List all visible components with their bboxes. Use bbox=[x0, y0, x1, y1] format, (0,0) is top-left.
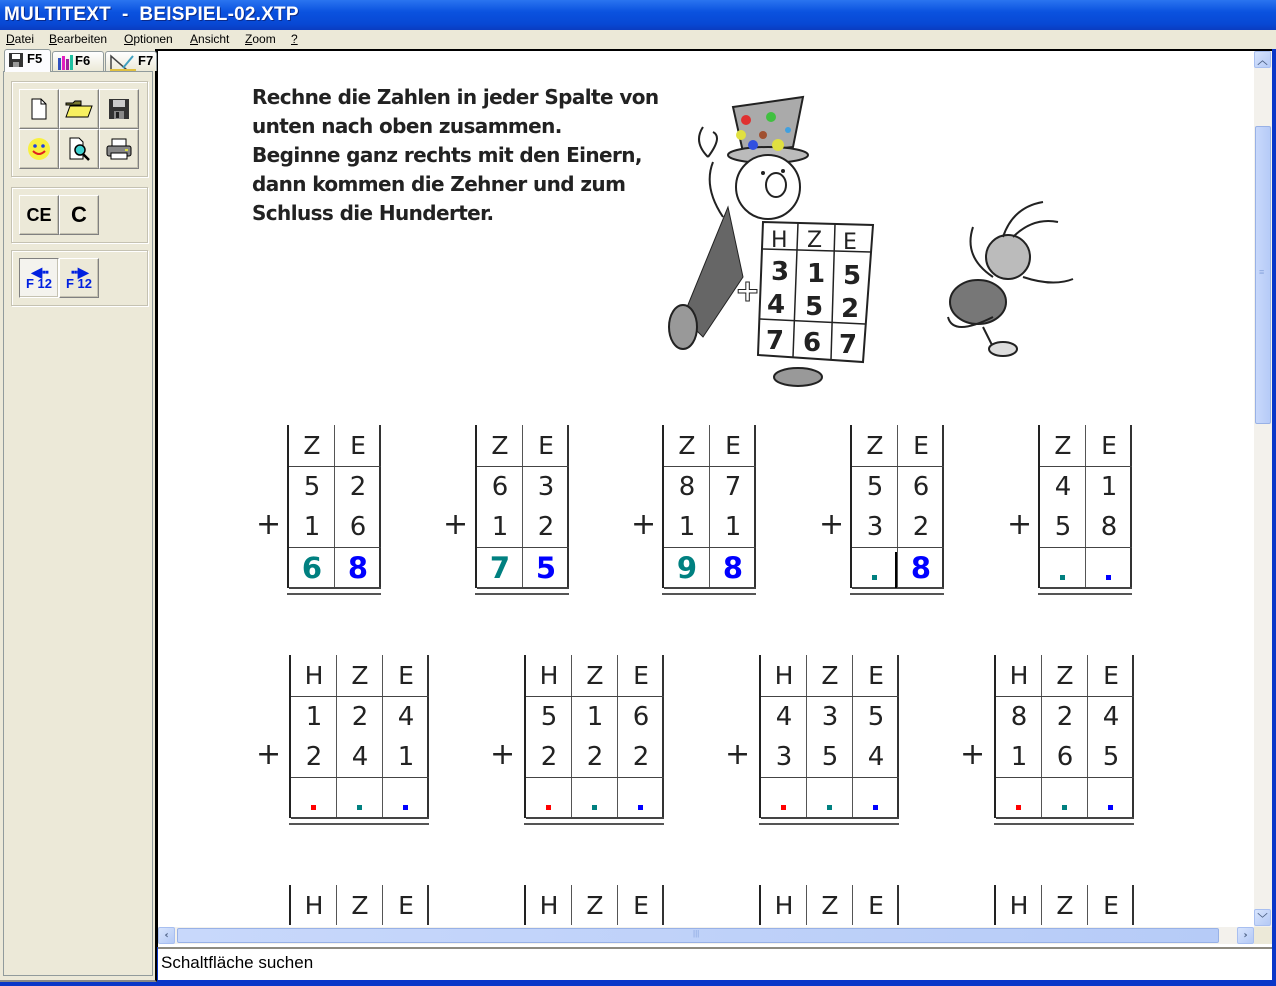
clear-button-group bbox=[11, 187, 148, 243]
column-header: Z bbox=[678, 431, 696, 460]
smiley-icon bbox=[27, 137, 51, 161]
scroll-up-button[interactable] bbox=[1254, 51, 1271, 68]
addend-digit: 2 bbox=[912, 512, 930, 542]
addend-digit: 2 bbox=[305, 742, 323, 772]
column-header: H bbox=[1009, 661, 1029, 690]
addend-digit: 3 bbox=[866, 512, 884, 542]
column-header: E bbox=[538, 431, 554, 460]
addition-grid bbox=[850, 425, 944, 588]
svg-text:+: + bbox=[735, 274, 761, 309]
empty-field-marker bbox=[357, 805, 362, 810]
column-header: E bbox=[868, 661, 884, 690]
addend-digit: 2 bbox=[632, 742, 650, 772]
addend-digit: 8 bbox=[1010, 702, 1028, 732]
column-header: Z bbox=[821, 661, 839, 690]
svg-text:1: 1 bbox=[807, 259, 826, 289]
sum-input-hundreds[interactable] bbox=[291, 778, 337, 817]
addend-digit: 5 bbox=[867, 702, 885, 732]
bottom-border bbox=[1040, 587, 1132, 589]
empty-field-marker bbox=[592, 805, 597, 810]
result-underline bbox=[759, 823, 899, 825]
result-underline bbox=[850, 593, 944, 595]
empty-field-marker bbox=[1108, 805, 1113, 810]
addition-grid bbox=[1038, 425, 1132, 588]
horizontal-scrollbar[interactable] bbox=[158, 927, 1254, 944]
empty-field-marker bbox=[1016, 805, 1021, 810]
mascot-with-addition-sign-icon bbox=[663, 87, 1103, 387]
sum-input-ones[interactable]: 8 bbox=[910, 550, 932, 585]
svg-text:7: 7 bbox=[839, 330, 858, 360]
result-underline bbox=[994, 823, 1134, 825]
addend-digit: 6 bbox=[632, 702, 650, 732]
svg-text:2: 2 bbox=[841, 294, 860, 324]
file-button-group bbox=[11, 81, 148, 177]
status-text: Schaltfläche suchen bbox=[161, 953, 314, 972]
addend-digit: 1 bbox=[491, 512, 509, 542]
plus-sign: + bbox=[1007, 507, 1033, 542]
column-header: Z bbox=[586, 661, 604, 690]
sum-input-hundreds[interactable] bbox=[996, 778, 1042, 817]
result-underline bbox=[289, 823, 429, 825]
sum-input-tens[interactable] bbox=[1040, 548, 1086, 587]
column-header: E bbox=[913, 431, 929, 460]
smiley-button[interactable] bbox=[19, 129, 59, 169]
column-header: E bbox=[1103, 661, 1119, 690]
addend-digit: 7 bbox=[724, 472, 742, 502]
addition-grid bbox=[475, 425, 569, 588]
horizontal-scroll-thumb[interactable] bbox=[177, 928, 1219, 943]
addition-grid bbox=[994, 655, 1134, 818]
arrow-right-icon: ┅▶ bbox=[71, 264, 87, 280]
sum-input-hundreds[interactable] bbox=[526, 778, 572, 817]
next-field-button[interactable]: ┅▶ F 12 bbox=[59, 258, 99, 298]
result-underline bbox=[662, 593, 756, 595]
svg-text:3: 3 bbox=[771, 257, 790, 287]
addition-grid bbox=[524, 655, 664, 818]
menu-bar bbox=[0, 30, 1276, 49]
column-header: E bbox=[398, 891, 414, 920]
addend-digit: 5 bbox=[821, 742, 839, 772]
sum-input-ones[interactable] bbox=[853, 778, 899, 817]
addition-grid bbox=[759, 885, 899, 925]
addend-digit: 2 bbox=[349, 472, 367, 502]
sum-input-tens[interactable]: 7 bbox=[489, 550, 511, 585]
sum-input-ones[interactable] bbox=[383, 778, 429, 817]
tab-f5[interactable]: F5 bbox=[4, 49, 51, 72]
window-title: MULTITEXT - BEISPIEL-02.XTP bbox=[4, 4, 299, 25]
previous-field-button[interactable]: ◀┅ F 12 bbox=[19, 258, 59, 298]
chevron-right-icon: › bbox=[1243, 930, 1248, 941]
addend-digit: 5 bbox=[303, 472, 321, 502]
navigation-button-group bbox=[11, 250, 148, 306]
svg-text:5: 5 bbox=[843, 261, 862, 291]
column-header: Z bbox=[351, 661, 369, 690]
empty-field-marker bbox=[311, 805, 316, 810]
addend-digit: 4 bbox=[397, 702, 415, 732]
column-header: E bbox=[398, 661, 414, 690]
column-header: E bbox=[633, 891, 649, 920]
sum-input-ones[interactable]: 5 bbox=[535, 550, 557, 585]
menu-help[interactable]: ? bbox=[291, 32, 298, 46]
empty-field-marker bbox=[827, 805, 832, 810]
svg-text:E: E bbox=[843, 230, 857, 255]
column-header: Z bbox=[491, 431, 509, 460]
result-underline bbox=[287, 593, 381, 595]
result-underline bbox=[524, 823, 664, 825]
column-header: H bbox=[539, 891, 559, 920]
addend-digit: 2 bbox=[351, 702, 369, 732]
column-header: E bbox=[1101, 431, 1117, 460]
result-underline bbox=[475, 593, 569, 595]
addend-digit: 8 bbox=[1100, 512, 1118, 542]
empty-field-marker bbox=[403, 805, 408, 810]
new-button[interactable] bbox=[19, 89, 59, 129]
scroll-left-button[interactable] bbox=[158, 927, 175, 944]
column-header: H bbox=[539, 661, 559, 690]
plus-sign: + bbox=[490, 737, 516, 772]
tab-f6[interactable]: F6 bbox=[52, 51, 104, 71]
column-header: H bbox=[1009, 891, 1029, 920]
column-header: E bbox=[868, 891, 884, 920]
sum-input-ones[interactable] bbox=[1088, 778, 1134, 817]
scroll-right-button[interactable] bbox=[1237, 927, 1254, 944]
addend-digit: 1 bbox=[1100, 472, 1118, 502]
plus-sign: + bbox=[256, 737, 282, 772]
bottom-border bbox=[761, 817, 899, 819]
empty-field-marker bbox=[1062, 805, 1067, 810]
empty-field-marker bbox=[1106, 575, 1111, 580]
addend-digit: 1 bbox=[586, 702, 604, 732]
menu-datei[interactable]: Datei bbox=[6, 32, 35, 46]
bottom-border bbox=[852, 587, 944, 589]
addend-digit: 4 bbox=[775, 702, 793, 732]
open-button[interactable] bbox=[59, 89, 99, 129]
addend-digit: 4 bbox=[1102, 702, 1120, 732]
addend-digit: 1 bbox=[303, 512, 321, 542]
chevron-left-icon: ‹ bbox=[164, 930, 169, 941]
bottom-border bbox=[477, 587, 569, 589]
column-header: E bbox=[350, 431, 366, 460]
column-header: H bbox=[304, 661, 324, 690]
addition-grid bbox=[524, 885, 664, 925]
column-header: Z bbox=[586, 891, 604, 920]
set-square-icon bbox=[109, 54, 137, 72]
addend-digit: 6 bbox=[1056, 742, 1074, 772]
addition-grid bbox=[994, 885, 1134, 925]
addend-digit: 5 bbox=[540, 702, 558, 732]
clear-button[interactable]: C bbox=[59, 195, 99, 235]
empty-field-marker bbox=[781, 805, 786, 810]
chevron-down-icon: ﹀ bbox=[1257, 914, 1268, 925]
printer-icon bbox=[106, 138, 132, 160]
column-header: E bbox=[725, 431, 741, 460]
column-header: H bbox=[774, 891, 794, 920]
sum-input-tens[interactable] bbox=[852, 548, 898, 587]
column-header: Z bbox=[303, 431, 321, 460]
bottom-border bbox=[289, 587, 381, 589]
column-header: Z bbox=[821, 891, 839, 920]
empty-field-marker bbox=[546, 805, 551, 810]
addition-grid bbox=[287, 425, 381, 588]
plus-sign: + bbox=[960, 737, 986, 772]
plus-sign: + bbox=[443, 507, 469, 542]
column-header: Z bbox=[1056, 891, 1074, 920]
sum-input-tens[interactable]: 6 bbox=[301, 550, 323, 585]
sum-input-ones[interactable] bbox=[1086, 548, 1132, 587]
addend-digit: 2 bbox=[586, 742, 604, 772]
addend-digit: 6 bbox=[491, 472, 509, 502]
svg-text:H: H bbox=[771, 228, 788, 253]
plus-sign: + bbox=[725, 737, 751, 772]
addend-digit: 2 bbox=[537, 512, 555, 542]
chevron-up-icon: ︿ bbox=[1257, 56, 1268, 67]
addend-digit: 1 bbox=[678, 512, 696, 542]
vertical-scrollbar[interactable] bbox=[1254, 51, 1272, 927]
tab-f7[interactable]: F7 bbox=[105, 51, 157, 71]
addend-digit: 6 bbox=[349, 512, 367, 542]
plus-sign: + bbox=[256, 507, 282, 542]
sum-input-ones[interactable]: 8 bbox=[722, 550, 744, 585]
addend-digit: 1 bbox=[1010, 742, 1028, 772]
sum-input-hundreds[interactable] bbox=[761, 778, 807, 817]
floppy-disk-icon bbox=[8, 52, 24, 68]
status-bar bbox=[158, 947, 1272, 980]
addend-digit: 6 bbox=[912, 472, 930, 502]
addend-digit: 4 bbox=[351, 742, 369, 772]
sum-input-ones[interactable]: 8 bbox=[347, 550, 369, 585]
result-underline bbox=[1038, 593, 1132, 595]
empty-field-marker bbox=[873, 805, 878, 810]
addend-digit: 3 bbox=[537, 472, 555, 502]
sum-input-tens[interactable] bbox=[1042, 778, 1088, 817]
sum-input-tens[interactable] bbox=[337, 778, 383, 817]
empty-field-marker bbox=[872, 575, 877, 580]
new-document-icon bbox=[30, 98, 48, 120]
sum-input-tens[interactable] bbox=[572, 778, 618, 817]
clear-entry-button[interactable]: CE bbox=[19, 195, 59, 235]
bottom-border bbox=[996, 817, 1134, 819]
scroll-down-button[interactable] bbox=[1254, 909, 1271, 926]
column-header: H bbox=[304, 891, 324, 920]
print-preview-button[interactable] bbox=[59, 129, 99, 169]
arrow-left-icon: ◀┅ bbox=[31, 264, 47, 280]
title-bar bbox=[0, 0, 1276, 30]
addend-digit: 5 bbox=[1102, 742, 1120, 772]
document-canvas[interactable] bbox=[157, 49, 1272, 947]
column-header: Z bbox=[1056, 661, 1074, 690]
addend-digit: 1 bbox=[724, 512, 742, 542]
bottom-border bbox=[291, 817, 429, 819]
pens-icon bbox=[56, 54, 76, 70]
plus-sign: + bbox=[819, 507, 845, 542]
svg-text:7: 7 bbox=[766, 326, 785, 356]
column-header: E bbox=[633, 661, 649, 690]
addition-grid bbox=[662, 425, 756, 588]
column-header: E bbox=[1103, 891, 1119, 920]
bottom-border bbox=[526, 817, 664, 819]
grip-icon: ||| bbox=[693, 929, 700, 938]
addition-grid bbox=[289, 885, 429, 925]
save-button[interactable] bbox=[99, 89, 139, 129]
instruction-text: Rechne die Zahlen in jeder Spalte von unten nach oben zusammen. Beginne ganz rechts mit den Einern, dann kommen die Zehner und zum Schluss die Hunderter. bbox=[252, 85, 659, 225]
addend-digit: 3 bbox=[775, 742, 793, 772]
addition-grid bbox=[759, 655, 899, 818]
addition-grid bbox=[289, 655, 429, 818]
scrollbar-corner bbox=[1254, 927, 1272, 944]
menu-bearbeiten[interactable]: Bearbeiten bbox=[49, 32, 108, 46]
addend-digit: 8 bbox=[678, 472, 696, 502]
addend-digit: 2 bbox=[1056, 702, 1074, 732]
text-cursor bbox=[895, 552, 897, 588]
tool-panel bbox=[0, 49, 157, 982]
menu-optionen[interactable]: Optionen bbox=[124, 32, 173, 46]
bottom-border bbox=[664, 587, 756, 589]
column-header: Z bbox=[866, 431, 884, 460]
svg-text:5: 5 bbox=[805, 292, 824, 322]
open-folder-icon bbox=[65, 99, 93, 119]
addend-digit: 2 bbox=[540, 742, 558, 772]
svg-text:4: 4 bbox=[767, 290, 786, 320]
sum-input-tens[interactable] bbox=[807, 778, 853, 817]
addend-digit: 5 bbox=[1054, 512, 1072, 542]
addend-digit: 1 bbox=[397, 742, 415, 772]
vertical-scroll-thumb[interactable] bbox=[1255, 126, 1271, 424]
column-header: Z bbox=[1054, 431, 1072, 460]
print-preview-icon bbox=[67, 137, 91, 161]
empty-field-marker bbox=[1060, 575, 1065, 580]
mascot-illustration bbox=[663, 87, 1103, 392]
svg-text:6: 6 bbox=[803, 328, 822, 358]
grip-icon: ≡ bbox=[1259, 267, 1265, 277]
addend-digit: 1 bbox=[305, 702, 323, 732]
plus-sign: + bbox=[631, 507, 657, 542]
sum-input-ones[interactable] bbox=[618, 778, 664, 817]
print-button[interactable] bbox=[99, 129, 139, 169]
addend-digit: 3 bbox=[821, 702, 839, 732]
column-header: H bbox=[774, 661, 794, 690]
tab-pane-f5 bbox=[3, 71, 153, 976]
column-header: Z bbox=[351, 891, 369, 920]
empty-field-marker bbox=[638, 805, 643, 810]
svg-text:Z: Z bbox=[807, 228, 823, 253]
save-icon bbox=[108, 98, 130, 120]
menu-ansicht[interactable]: Ansicht bbox=[190, 32, 230, 46]
addend-digit: 4 bbox=[867, 742, 885, 772]
addend-digit: 5 bbox=[866, 472, 884, 502]
sum-input-tens[interactable]: 9 bbox=[676, 550, 698, 585]
menu-zoom[interactable]: Zoom bbox=[245, 32, 276, 46]
addend-digit: 4 bbox=[1054, 472, 1072, 502]
